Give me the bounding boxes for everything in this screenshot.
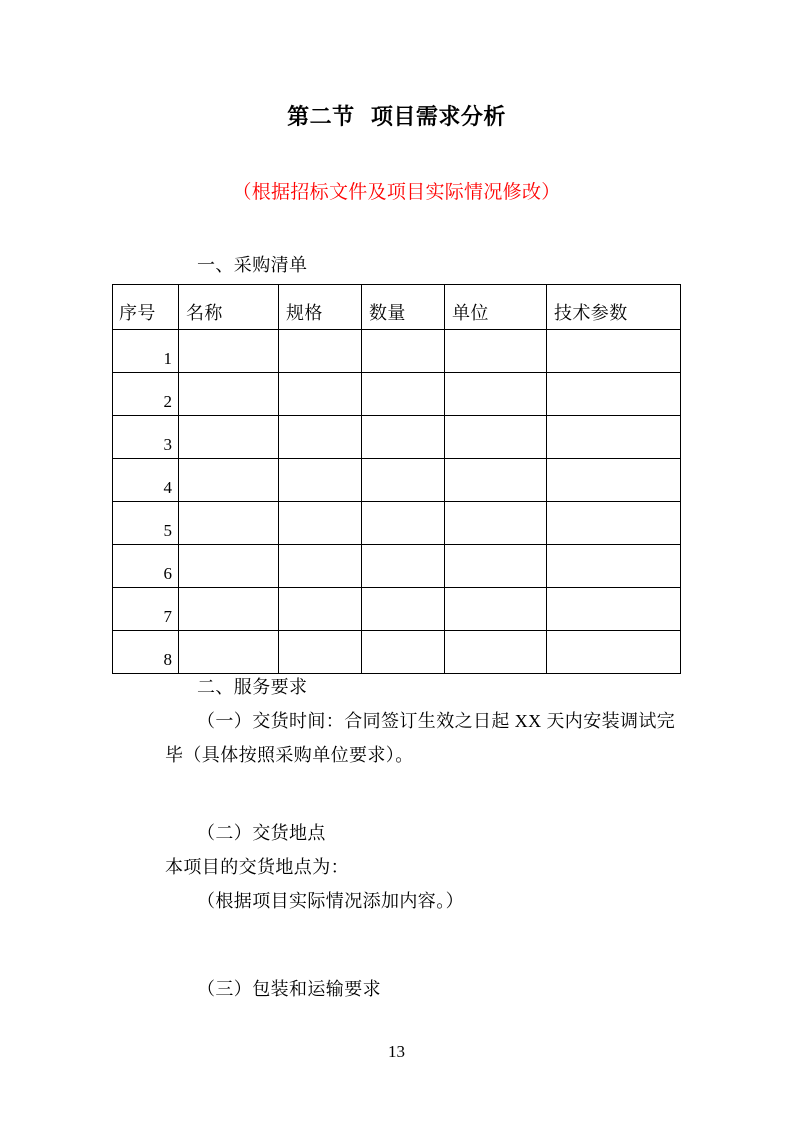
table-cell-spec[interactable] xyxy=(279,459,362,502)
table-cell-name[interactable] xyxy=(179,416,279,459)
table-cell-index: 3 xyxy=(113,416,179,459)
table-cell-tech[interactable] xyxy=(547,631,681,674)
page-subtitle-note: （根据招标文件及项目实际情况修改） xyxy=(232,182,561,203)
table-cell-spec[interactable] xyxy=(279,545,362,588)
table-cell-index: 6 xyxy=(113,545,179,588)
section-heading-procurement-list: 一、采购清单 xyxy=(197,255,308,275)
table-cell-spec[interactable] xyxy=(279,330,362,373)
table-row xyxy=(113,588,681,631)
table-header-quantity: 数量 xyxy=(362,285,445,330)
table-row xyxy=(113,631,681,674)
table-cell-name[interactable] xyxy=(179,330,279,373)
table-cell-index: 4 xyxy=(113,459,179,502)
service-requirements-block xyxy=(165,670,681,772)
table-row xyxy=(113,416,681,459)
table-cell-name[interactable] xyxy=(179,373,279,416)
table-cell-spec[interactable] xyxy=(279,416,362,459)
table-header-row xyxy=(113,285,681,330)
table-cell-spec[interactable] xyxy=(279,502,362,545)
section-heading-service-requirements: 二、服务要求 xyxy=(197,677,308,697)
table-header-unit: 单位 xyxy=(445,285,547,330)
table-cell-unit[interactable] xyxy=(445,330,547,373)
table-header-index: 序号 xyxy=(113,285,179,330)
table-cell-quantity[interactable] xyxy=(362,631,445,674)
table-header-spec: 规格 xyxy=(279,285,362,330)
table-cell-tech[interactable] xyxy=(547,545,681,588)
table-cell-quantity[interactable] xyxy=(362,373,445,416)
purchase-list-table xyxy=(112,284,681,674)
table-cell-unit[interactable] xyxy=(445,416,547,459)
paragraph-delivery-time: （一）交货时间：合同签订生效之日起 XX 天内安装调试完毕（具体按照采购单位要求）。 xyxy=(165,711,676,765)
paragraph-delivery-location-line-2: （根据项目实际情况添加内容。） xyxy=(197,891,464,911)
table-cell-name[interactable] xyxy=(179,588,279,631)
table-cell-quantity[interactable] xyxy=(362,459,445,502)
table-cell-tech[interactable] xyxy=(547,502,681,545)
table-cell-name[interactable] xyxy=(179,631,279,674)
delivery-location-block xyxy=(165,816,681,918)
table-cell-tech[interactable] xyxy=(547,459,681,502)
table-cell-unit[interactable] xyxy=(445,545,547,588)
table-cell-index: 8 xyxy=(113,631,179,674)
section-heading-packaging: （三）包装和运输要求 xyxy=(197,979,381,999)
table-row xyxy=(113,502,681,545)
table-cell-index: 5 xyxy=(113,502,179,545)
table-cell-unit[interactable] xyxy=(445,588,547,631)
table-cell-quantity[interactable] xyxy=(362,502,445,545)
table-cell-unit[interactable] xyxy=(445,459,547,502)
table-row xyxy=(113,373,681,416)
table-cell-unit[interactable] xyxy=(445,502,547,545)
page-number: 13 xyxy=(388,1042,405,1061)
packaging-requirements-block xyxy=(165,972,681,1006)
table-cell-name[interactable] xyxy=(179,459,279,502)
section-heading-delivery-location: （二）交货地点 xyxy=(197,823,326,843)
table-cell-name[interactable] xyxy=(179,502,279,545)
paragraph-delivery-location-line-1: 本项目的交货地点为： xyxy=(165,857,349,877)
table-cell-unit[interactable] xyxy=(445,631,547,674)
table-cell-name[interactable] xyxy=(179,545,279,588)
table-row xyxy=(113,545,681,588)
table-row xyxy=(113,459,681,502)
table-cell-quantity[interactable] xyxy=(362,588,445,631)
table-header-tech: 技术参数 xyxy=(547,285,681,330)
table-cell-spec[interactable] xyxy=(279,373,362,416)
table-cell-quantity[interactable] xyxy=(362,545,445,588)
table-cell-index: 7 xyxy=(113,588,179,631)
table-cell-tech[interactable] xyxy=(547,416,681,459)
page-title: 第二节 项目需求分析 xyxy=(287,105,506,130)
table-cell-index: 2 xyxy=(113,373,179,416)
table-cell-quantity[interactable] xyxy=(362,330,445,373)
table-cell-tech[interactable] xyxy=(547,373,681,416)
table-header-name: 名称 xyxy=(179,285,279,330)
table-cell-index: 1 xyxy=(113,330,179,373)
table-cell-quantity[interactable] xyxy=(362,416,445,459)
table-cell-tech[interactable] xyxy=(547,588,681,631)
table-cell-spec[interactable] xyxy=(279,588,362,631)
table-cell-spec[interactable] xyxy=(279,631,362,674)
table-row xyxy=(113,330,681,373)
table-cell-unit[interactable] xyxy=(445,373,547,416)
table-cell-tech[interactable] xyxy=(547,330,681,373)
